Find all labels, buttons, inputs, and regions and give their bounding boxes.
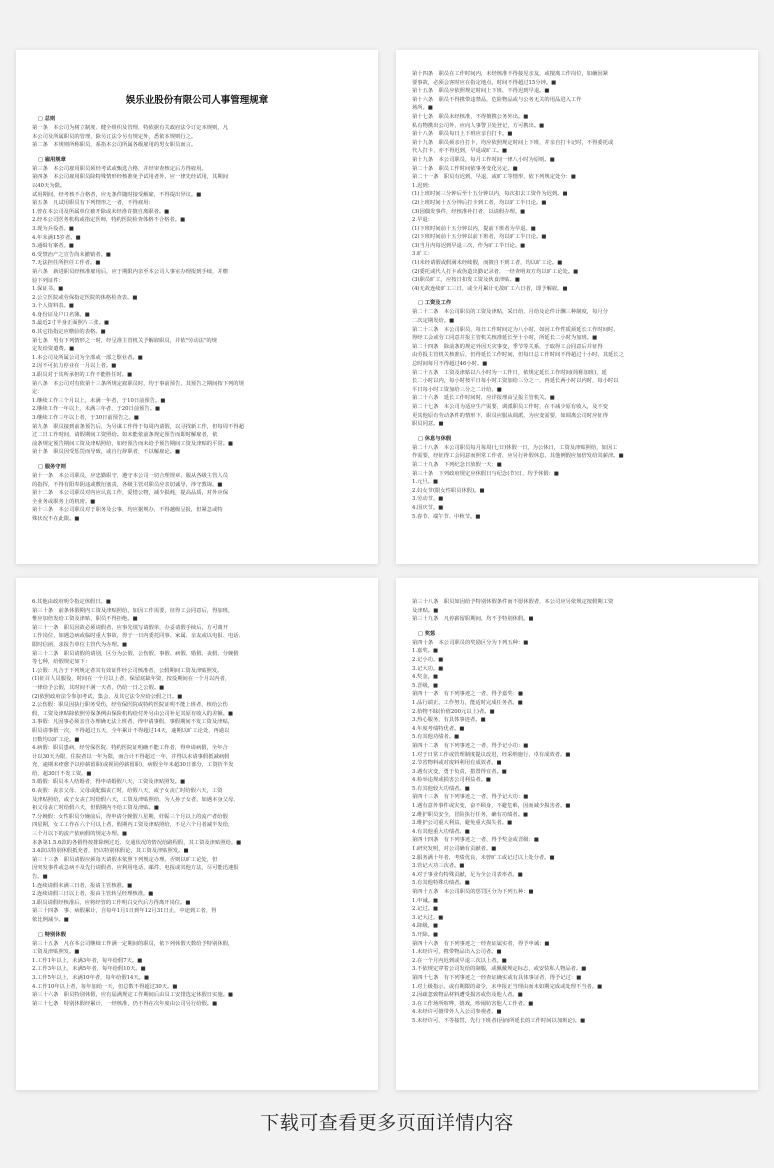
text-line: 第十七条 职员未经核准，不得擅携公务外出。■: [412, 113, 529, 120]
section-heading: □ 休息与休假: [418, 434, 742, 442]
text-line: 场所。■: [412, 105, 433, 112]
text-line: 1.研究发明，对公司确有贡献者。■: [412, 846, 497, 853]
text-line: 4.工作10年以上者，每年加给一天，但总数不得超过30天。■: [32, 983, 178, 990]
text-line: 第三十九条 凡停薪留职期间，均不予特别休假。■: [412, 616, 534, 623]
text-line: 2.经本公司医务机构或指定医师，特约医院检查体格不合格者。■: [32, 217, 186, 224]
page-4-body: [412, 598, 742, 1026]
text-line: 第三十一条 职员因故必须请假者，应事先填写请假单，办妥请假手续后，方可离开: [32, 624, 228, 631]
text-line: 1.保证书。■: [32, 286, 64, 293]
text-line: 第四十条 本公司职员的奖励区分为下列五种：■: [412, 639, 529, 646]
text-line: 定：: [32, 389, 43, 396]
text-line: 第十四条 职员在工作时间内，未经核准不得接见亲友，或擅离工作岗位，如确因紧: [412, 71, 608, 77]
text-line: 1.连续请假未满三日者，报请主管核准。■: [32, 882, 133, 889]
text-line: 3.4款以特别休假抵充者，仍以特别休假论，其工资及津贴照发。■: [32, 848, 189, 855]
text-line: 第三十二条 职员请假的请别，区分为公假、公伤假、事假、病假、婚假、丧假、分娩假: [32, 650, 239, 657]
text-line: 第三条 本公司雇用职员须经考试或甄选合格，并经审查核定后方得雇用。: [32, 165, 207, 172]
text-line: 3.工作5年以上，未满10年者，每年给假14天。■: [32, 974, 149, 981]
text-line: 2.公立医院或劳保指定医院的体格检查表。■: [32, 294, 138, 301]
text-line: 及津贴。■: [412, 607, 439, 614]
text-line: 第十三条 本公司职员对于职务及公事，均应据规办，不得越级呈报，但紧急或特: [32, 507, 223, 514]
text-line: 2.早退：: [412, 217, 433, 224]
text-line: 5.通缉有案者。■: [32, 243, 74, 250]
text-line: 更其他原有劳动条件的情形下，职员应服从调派，为应变需要，如调离公司时应征得: [412, 412, 608, 419]
text-line: 1.曾在本公司及所属单位被开除或未经准许擅自离职者。■: [32, 208, 170, 215]
text-line: 2.工作3年以上，未满5年者，每年给假10天。■: [32, 966, 146, 973]
text-line: 第四十七条 有下列事迹之一经查证确实或有具体事证者，得予记过：■: [412, 974, 582, 981]
text-line: 4.年未满15岁者。■: [32, 234, 81, 241]
text-line: 第四十五条 本公司职员的惩罚区分为下列五种：■: [412, 889, 534, 895]
text-line: 5.最近2寸半身正面照片三张。■: [32, 320, 109, 327]
text-line: 2.连续请假三日以上者，报由主管转呈经理核准。■: [32, 891, 154, 898]
text-line: 及津贴照给，或子女丧亡时给假六天，工资及津贴照给，为人孙子女者，如遇本身父母、: [32, 796, 239, 803]
text-line: 5.春节、端午节、中秋节。■: [412, 513, 481, 520]
document-title: 娱乐业股份有限公司人事管理规章: [125, 95, 269, 106]
text-line: 过二日工作时间，请假期间工资照给。如未能依前条规定预告而即时解雇者，依: [32, 432, 218, 439]
document-page-3: [16, 578, 378, 1090]
text-line: 7.无法担任所担任工作者。■: [32, 260, 101, 267]
text-line: 第二十一条 职员有迟到，早退，或旷工等情形，依下列规定处分：■: [412, 174, 576, 181]
text-line: (2)下班时间前十五分钟以前下班者，均以旷工半日论。■: [412, 234, 547, 241]
text-line: 由劳报主管机关核准后，仍得延长工作时间，但每日总工作时间不得超过十小时，其延长之: [412, 352, 624, 359]
text-line: 第二十九条 下列纪念日放假一天：■: [412, 461, 502, 468]
text-line: 4.降级。■: [412, 923, 438, 930]
text-line: 3.事假：凡因事必须亲自办理确无法上班者，得申请事假，事假期间不发工资及津贴，: [32, 719, 234, 726]
text-line: 3.维护公司重大利益，避免重大损失者。■: [412, 820, 513, 827]
text-line: 2.记过。■: [412, 906, 438, 913]
text-line: 第十二条 本公司职员对内应认真工作，爱惜公物，减少损耗，提高品质，对外应保: [32, 490, 228, 497]
text-line: 职员请事假一次，不得超过五天，全年累计不得超过14天，逾期以旷工论处，再逾以: [32, 727, 230, 734]
text-line: (4)无故连续旷工三日，或全月累计无故旷工六日者，即予解雇。■: [412, 285, 568, 292]
text-line: 3.现为兵役者。■: [32, 225, 74, 232]
text-line: 第二十六条 延长工作时间时，应详报理由呈报主管机关。■: [412, 395, 555, 402]
text-line: 第四十二条 有下列事迹之一者，得予记小功：■: [412, 742, 529, 749]
text-line: 第十九条 职员须亲自打卡，均应依照规定时间上下班，并亲自打卡记时，不得委托或: [412, 139, 614, 146]
text-line: (1)征召人员服役，时间在一个月以上者，保留底缺年资，按役期间在一个月以内者，: [32, 676, 231, 683]
page-1-body: [32, 114, 362, 524]
text-line: 验下列证件：: [32, 277, 64, 284]
text-line: 第十九条 本公司职员，每月工作时间一律八小时为原则。■: [412, 156, 555, 163]
text-line: 5.有其他功绩者。■: [412, 734, 460, 741]
text-line: 6.其他由政府明令指定休假日。■: [32, 599, 111, 605]
text-line: 5.婚假：职员本人结婚者，得申请婚假八天，工资及津贴照发。■: [32, 779, 186, 786]
text-line: 第二十五条 工资及津贴以八小时为一工作日，依规定延长工作时间(简称加班)，延: [412, 369, 607, 376]
text-line: 代人打卡，亦不得迟到，早退或旷工。■: [412, 148, 508, 155]
section-heading: □ 服务守则: [38, 462, 362, 470]
text-line: 全业务或职务上的机密。■: [32, 498, 96, 505]
text-line: 第二条 本规则所称职员，系指本公司所属各级雇用的男女职员而言。: [32, 142, 197, 149]
section-heading: □ 雇用规章: [38, 155, 362, 163]
text-line: 1.品行端正，工作努力，能适时完成任务者。■: [412, 699, 523, 706]
section-heading: □ 奖惩: [418, 629, 742, 637]
document-page-1: [16, 50, 378, 564]
text-line: 本公司及所属职员的管理，除另订法令另有规定外，悉依本规则行之。: [32, 133, 197, 140]
text-line: 2.妇女节(限女性职员休假)。■: [412, 487, 485, 494]
text-line: 第二十三条 本公司职员，每日工作时间定为八小时，如因工作性质须延长工作时间时，: [412, 326, 619, 333]
text-line: 4.国庆节。■: [412, 504, 444, 511]
text-line: 惟应加倍发给工资及津贴，职员不得拒绝。■: [32, 616, 138, 623]
text-line: (2)依照政府法令参加考试、集会、及其它法令应给公假之日。■: [32, 693, 183, 700]
text-line: 2.继续工作一年以上，未满三年者，于20日前预告。■: [32, 406, 161, 413]
text-line: 5.开除。■: [412, 931, 438, 938]
text-line: 第十六条 职员不得携带违禁品，危险物品或与公务无关的用品进入工作: [412, 96, 582, 103]
download-more-caption[interactable]: 下载可查看更多页面详情内容: [260, 1112, 514, 1134]
text-line: 第二十八条 本公司职员每月每周(七日)休假一日，为公休日，工资及津贴照给，如因工: [412, 444, 618, 451]
text-line: 本条第1.5.6款的各假得按排除例过近、交通状况的情况给路程假，其工资及津贴照给。■: [32, 839, 242, 846]
text-line: (1)上班时间三分钟后至十五分钟以内，每次扣去工资作为迟到。■: [412, 191, 568, 198]
text-line: 作需要，经征得工会同意而照常工作者，应另行补假休息，其他例假应加倍发给其薪津。■: [412, 453, 624, 460]
text-line: 1.申诫。■: [412, 897, 438, 904]
text-line: 第七条 男有下列情形之一时，经呈准主管机关予解雇职员，并依"劳动法"的规: [32, 337, 217, 344]
text-line: 5.晋级。■: [412, 682, 438, 689]
text-line: 2.因疏忽致物品材料遭受损害或伤及他人者。■: [412, 992, 523, 999]
text-line: 1.迟到：: [412, 182, 433, 189]
text-line: 1.未经许可，携带物品出入公司者。■: [412, 949, 502, 956]
text-line: 告。■: [32, 874, 48, 880]
text-line: 1.嘉奖。■: [412, 648, 438, 655]
text-line: 6.其它指指定应缴验的表格。■: [32, 329, 106, 336]
section-heading: □ 工资及工作: [418, 298, 742, 306]
text-line: 3.在工作场所喧哗，嬉戏，吵闹妨害他人工作者。■: [412, 1000, 534, 1007]
text-line: 计以30天为限，住院者以一年为限，而合计不得超过一年，并得以未请事假抵减病假: [32, 753, 230, 760]
text-line: 第二十四条 除前条的规定外因天灾事变，季节等关系，于取得工会同意后并征得: [412, 343, 603, 350]
text-line: (3)当月内每迟到早退三次，作为旷工半日论。■: [412, 242, 526, 249]
text-line: 2.拾物不昧(价值200元以上)者。■: [412, 708, 495, 715]
text-line: 充，逾期未痊愈予以停薪留职(或视同停薪留职)，病假全年未超30日部分，工资折半发: [32, 762, 234, 769]
text-line: 4.奖金。■: [412, 674, 438, 681]
text-line: 第三十四条 事、病假累计，自每年1月1日到年12月31日止，中途到工者，得: [32, 908, 217, 915]
text-line: 第九条 职员接到前条预告后，为另谋工作得于每周内请假，以寻找新工作，但每周不得超: [32, 423, 244, 430]
text-line: 第三十三条 职员请假应须每天请假本依照下列规定办理，否则以旷工论处，但: [32, 856, 218, 863]
text-line: 试用期间，经考核不合格者，应无条件随时接受解雇，不得提出异议。■: [32, 191, 202, 198]
text-line: (1)未经请假或假满未经续假，而擅自不到工者，均以旷工论。■: [412, 260, 563, 267]
text-line: 4.身份证及户口名簿。■: [32, 311, 90, 318]
text-line: 1.工作1年以上，未满3年者，每年给假7天。■: [32, 957, 143, 964]
text-line: 2.公伤假：职员因执行职务受伤，经劳保医院或特约医院证明不能上班者，核给公伤: [32, 702, 228, 709]
text-line: 3.不依规定穿着公司发给的制服，或佩戴规定标志，或安装私人物品者。■: [412, 966, 587, 973]
text-line: 第四十四条 有下列事迹之一者，得予奖金或晋级：■: [412, 837, 539, 844]
document-page-2: [396, 50, 758, 564]
text-line: 要事故，必须会客时应在指定地点，时间不得超过15分钟。■: [412, 79, 557, 86]
text-line: 1.本公司及所属公司为全部或一部之歇业者。■: [32, 354, 143, 361]
text-line: 第四十六条 有下列事迹之一经查证属实者，得予申诫：■: [412, 940, 550, 947]
text-line: 第二十条 职员工作时间依事务变化另定。■: [412, 165, 518, 172]
text-line: 前条规定预告期间工资及津贴照给，如经预告而未给予预告期间工资及津贴的平常。■: [32, 440, 233, 447]
text-line: 1.对上级指示，或有期限的命令，未申报正当理由而未如期完成或处理不当者。■: [412, 983, 603, 990]
text-line: (2)上班时间十五分钟后打卡到工者，均以旷工半日论。■: [412, 199, 547, 206]
text-line: 以40天为限。: [32, 182, 66, 189]
text-line: (2)委托或代人打卡或伪造出勤记录者，一经查明双方均以旷工论处。■: [412, 268, 579, 275]
text-line: 一律给予公假，其时间不满一天者，仍给一日之公假。■: [32, 684, 165, 691]
text-line: 第十条 职员因受惩罚而导致，或自行辞职者，不以解雇论。■: [32, 449, 181, 456]
text-line: 第三十八条 职员如因给予特别休假条件而不愿休假者，本公司应另依规定按假期工资: [412, 599, 614, 605]
text-line: 3.个人资料表。■: [32, 303, 74, 310]
text-line: 平日每小时工资加给三分之二计给。■: [412, 386, 502, 393]
text-line: (3)因偶发事件，经核准补打者，以请假办理。■: [412, 208, 526, 215]
text-line: 7.分娩假：女性职员分娩前后，得申请分娩假八星期，妊娠三个月以上的流产者给假: [32, 813, 228, 820]
text-line: 4.检举违规或损害公司利益者。■: [412, 777, 491, 784]
text-line: 4.对于事业有特殊贡献，足为全公司表率者。■: [412, 871, 523, 878]
text-line: 第二十七条 本公司为适应生产需要，调派职员工作时，在不减少原有收入，及不变: [412, 403, 608, 410]
text-line: 第三十七条 特别休假经累计，一经核准，仍不得在次年度由公司另行给假。■: [32, 1000, 218, 1007]
text-line: 假，工资及津贴除依照劳保条例由保险机构给付外另由公司补足其原有收入的差额。■: [32, 710, 233, 717]
text-line: 2.节省物料或对废料利用有成效者。■: [412, 760, 502, 767]
text-line: 1.公假：凡合于下列规定者其有效证件经公司核准者，公假期间工资及津贴照发。: [32, 667, 223, 674]
text-line: 工作岗位，如遇急病或临时重大事故，得于一日内委托同事、家属、亲友或以电报、电话、: [32, 633, 244, 640]
text-line: 等七种，给假规定如下：: [32, 659, 91, 666]
text-line: 第四十三条 有下列事迹之一者，得予记大功：■: [412, 794, 529, 801]
text-line: 5.未经许可，不等接替，先行下班者(因而所延长的工作时间以加班论)。■: [412, 1017, 586, 1024]
text-line: 限时信函，求报告单位主管代为办理。■: [32, 641, 128, 648]
text-line: 职员同意。■: [412, 421, 444, 428]
text-line: 第四十一条 有下列事迹之一者，得予嘉奖：■: [412, 691, 523, 698]
text-line: 的指挥，不得有阳奉阴违或敷衍塞责，各级主管对职员应亲切诚导，涉守教诲。■: [32, 481, 223, 488]
text-line: 5.有其他特殊功绩者。■: [412, 880, 470, 887]
text-line: 殊状况不在此限。■: [32, 515, 80, 522]
text-line: 3.热心服务，有具体事迹者。■: [412, 717, 486, 724]
text-line: 3.职员请假经核准后，应将经管的工作明白交代后方得离开岗位。■: [32, 899, 191, 906]
text-line: 3.记大过。■: [412, 914, 444, 921]
page-2-body: [412, 70, 742, 521]
text-line: 第三十条 下列政府规定应休假日与纪念(节)日，均予休假：■: [412, 470, 559, 477]
text-line: 6.丧假：丧亲父母、父母或配偶丧亡时，给假八天，或子女丧亡时给假六天，工资: [32, 788, 223, 795]
text-line: 第十五条 职员应依照规定时间上下班，不得迟到早退。■: [412, 88, 550, 95]
text-line: 3.继续工作三年以上者，于30日前预告之。■: [32, 415, 139, 421]
text-line: 2.在一个月内迟到或早退三次以上者。■: [412, 957, 507, 964]
section-heading: □ 特别休假: [38, 930, 362, 938]
text-line: 3.劳动节。■: [412, 496, 444, 503]
section-heading: □ 总则: [38, 114, 362, 122]
text-line: 第四条 本公司雇用职员除特殊情形经核准免予试用者外，应一律先经试用，其期间: [32, 174, 228, 181]
text-line: 因突发事件或急病不及先行请假者，应利用电话、邮件、电报或其他方法，尽可能迅速报: [32, 865, 239, 872]
text-line: 2.记小功。■: [412, 656, 444, 663]
document-page-4: [396, 578, 758, 1090]
text-line: 第三十五条 凡在本公司继续工作满一定期间的职员，依下列休假天数给予特别休假，: [32, 940, 234, 947]
text-line: 二次定期发给。■: [412, 318, 455, 325]
text-line: 第五条 凡试用职员有下列情形之一者，不得雇用：: [32, 200, 154, 207]
text-line: (3)职员旷工，应按日扣发工资及伙食津贴。■: [412, 277, 520, 284]
text-line: 第一条 本公司为树立制度、健全组织及管理，特依据有关政府法令订定本规则，凡: [32, 125, 228, 131]
text-line: 1.元旦。■: [412, 479, 438, 486]
text-line: 5.有其他较大功绩者。■: [412, 785, 470, 792]
text-line: 第二十二条 本公司职员的工资及津贴，采日给、月给及论件计酬三种制度，每月分: [412, 309, 608, 316]
text-line: 3.遇有灾变，勇于负责，措置得宜者。■: [412, 768, 507, 775]
text-line: 2.维护职员安全，冒险执行任务，确有功绩者。■: [412, 811, 528, 818]
text-line: 3.管记大功三次者。■: [412, 863, 465, 870]
text-line: 2.因不可抗力停业在一月以上者。■: [32, 363, 117, 370]
text-line: 3.职员对于其所承担的工作不能胜任时。■: [32, 372, 133, 379]
text-line: 第十一条 本公司职员，应忠勤职守，遵守本公司一切合理规章，服从各级主管人员: [32, 472, 228, 479]
text-line: 第三十六条 职员特别休假，应有届满规定工作期间后由员工安排选定休假日实施。■: [32, 992, 233, 999]
text-line: 定发给资遣费。■: [32, 346, 75, 353]
text-line: 6.受禁治产之宣告尚未撤销者。■: [32, 251, 111, 258]
text-line: 2.服务满十年者，考绩优良，未曾旷工或记过以上处分者。■: [412, 854, 555, 861]
page-3-body: [32, 598, 362, 1008]
text-line: 祖父母丧亡时给假六天，但假期内不给工资及津贴。■: [32, 805, 159, 812]
text-line: 第三十条 前条休假期内工资及津贴照给，如因工作需要，征得工会同意后，得加班，: [32, 607, 234, 614]
text-line: 私有物携出公司外，应向人事警卫处登记，方可携出。■: [412, 122, 545, 129]
text-line: 第十八条 职员每日上下班应亲自打卡。■: [412, 131, 513, 138]
text-line: 工资及津贴照发。■: [32, 949, 80, 956]
text-line: 长二小时以内，每小时按平日每小时工资加给三分之一，再延长两小时以内时，每小时以: [412, 378, 619, 385]
text-line: 4.病假：职员患病，经劳保医院、特约医院证明确不能工作者，得申请病假，全年合: [32, 745, 228, 752]
text-line: 4.年度考绩特优者。■: [412, 725, 465, 732]
text-line: 依比例减少。■: [32, 916, 69, 923]
text-line: 4.有其他重大功绩者。■: [412, 828, 470, 835]
text-line: 第六条 新进职员经核准雇用后，应于期限内亲至本公司人事室办理报到手续，并缴: [32, 268, 228, 275]
text-line: 第八条 本公司对有依第十三条所规定雇职员时，均于事前预告，其预告之期间按下列的规: [32, 380, 244, 387]
text-line: 4.未经许可擅带外人入公司参观者。■: [412, 1009, 502, 1016]
text-line: 三个月以下的流产依病假的规定办理。■: [32, 831, 128, 838]
text-line: 1.对于日常工作或管理制度提议改进，经采纳施行，卓有成效者。■: [412, 751, 571, 758]
text-line: 得经工会或劳工同意并报主管机关核准延长至十小时，所延长二小时为加班。■: [412, 335, 598, 342]
text-line: (1)下班时间前十五分钟以内，提前下班者为早退。■: [412, 225, 536, 232]
text-line: 日数均以旷工论。■: [32, 736, 80, 743]
text-line: 3.旷工：: [412, 251, 433, 258]
text-line: 总时间每月不得超过46小时。■: [412, 361, 488, 367]
text-line: 四星期，女工工作在六个月以上者，假期内工资及津贴照给，不足六个月者减半发给，: [32, 822, 234, 829]
text-line: 1.继续工作三个月以上，未满一年者，于10日前预告。■: [32, 397, 166, 404]
text-line: 给，超30日不发工资。■: [32, 770, 92, 777]
text-line: 1.遇有意外事件或灾变，奋不顾身，不避危难，因而减少损害者。■: [412, 803, 571, 810]
text-line: 3.记大功。■: [412, 665, 444, 672]
